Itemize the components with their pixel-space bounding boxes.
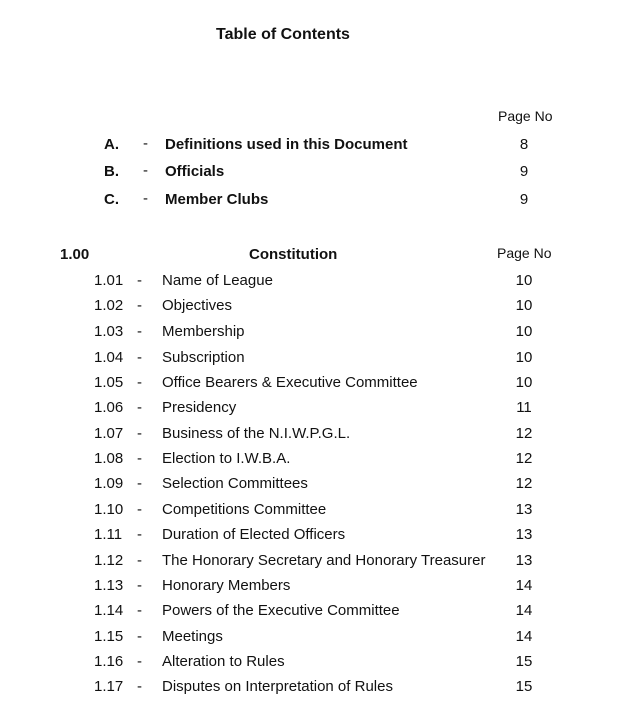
row-dash: - bbox=[137, 501, 142, 518]
row-number: 1.16 bbox=[94, 653, 124, 670]
row-dash: - bbox=[137, 552, 142, 569]
row-page: 10 bbox=[515, 323, 533, 340]
row-number: 1.03 bbox=[94, 323, 124, 340]
section-dash: - bbox=[143, 162, 148, 179]
section-label: Officials bbox=[165, 163, 225, 180]
row-label: Name of League bbox=[162, 272, 273, 289]
row-label: Alteration to Rules bbox=[162, 653, 285, 670]
section-dash: - bbox=[143, 135, 148, 152]
row-label: Election to I.W.B.A. bbox=[162, 450, 291, 467]
row-dash: - bbox=[137, 678, 142, 695]
section-page: 9 bbox=[519, 163, 529, 180]
row-number: 1.04 bbox=[94, 349, 124, 366]
row-page: 12 bbox=[515, 475, 533, 492]
row-page: 14 bbox=[515, 602, 533, 619]
row-dash: - bbox=[137, 297, 142, 314]
row-label: Objectives bbox=[162, 297, 233, 314]
row-number: 1.07 bbox=[94, 425, 124, 442]
section-letter: C. bbox=[104, 191, 119, 208]
row-number: 1.17 bbox=[94, 678, 124, 695]
row-page: 10 bbox=[515, 349, 533, 366]
row-dash: - bbox=[137, 374, 142, 391]
row-number: 1.15 bbox=[94, 628, 124, 645]
row-page: 10 bbox=[515, 272, 533, 289]
section-label: Definitions used in this Document bbox=[165, 136, 408, 153]
row-label: Competitions Committee bbox=[162, 501, 327, 518]
row-dash: - bbox=[137, 425, 142, 442]
row-page: 13 bbox=[515, 501, 533, 518]
section-letter: B. bbox=[104, 163, 119, 180]
row-page: 11 bbox=[516, 399, 532, 416]
section-page: 9 bbox=[519, 191, 529, 208]
page-no-header: Page No bbox=[498, 108, 553, 124]
row-label: Honorary Members bbox=[162, 577, 291, 594]
section-label: Member Clubs bbox=[165, 191, 269, 208]
row-dash: - bbox=[137, 653, 142, 670]
row-dash: - bbox=[137, 526, 142, 543]
row-page: 14 bbox=[515, 628, 533, 645]
row-dash: - bbox=[137, 272, 142, 289]
row-label: Membership bbox=[162, 323, 245, 340]
row-label: Subscription bbox=[162, 349, 245, 366]
row-dash: - bbox=[137, 349, 142, 366]
row-page: 13 bbox=[515, 526, 533, 543]
row-number: 1.09 bbox=[94, 475, 124, 492]
page-title: Table of Contents bbox=[216, 26, 350, 43]
row-page: 10 bbox=[515, 374, 533, 391]
row-number: 1.13 bbox=[94, 577, 124, 594]
constitution-number: 1.00 bbox=[60, 246, 90, 263]
row-number: 1.08 bbox=[94, 450, 124, 467]
row-label: Meetings bbox=[162, 628, 223, 645]
row-page: 12 bbox=[515, 450, 533, 467]
row-dash: - bbox=[137, 323, 142, 340]
row-number: 1.06 bbox=[94, 399, 124, 416]
row-page: 10 bbox=[515, 297, 533, 314]
row-number: 1.01 bbox=[94, 272, 124, 289]
row-number: 1.11 bbox=[94, 526, 123, 543]
row-dash: - bbox=[137, 475, 142, 492]
row-dash: - bbox=[137, 577, 142, 594]
row-label: Powers of the Executive Committee bbox=[162, 602, 400, 619]
row-page: 13 bbox=[515, 552, 533, 569]
row-label: Disputes on Interpretation of Rules bbox=[162, 678, 393, 695]
row-label: Presidency bbox=[162, 399, 237, 416]
section-page: 8 bbox=[519, 136, 529, 153]
row-number: 1.12 bbox=[94, 552, 124, 569]
constitution-title: Constitution bbox=[249, 246, 338, 263]
row-number: 1.10 bbox=[94, 501, 124, 518]
row-label: Business of the N.I.W.P.G.L. bbox=[162, 425, 351, 442]
row-page: 14 bbox=[515, 577, 533, 594]
row-label: Office Bearers & Executive Committee bbox=[162, 374, 418, 391]
row-dash: - bbox=[137, 628, 142, 645]
row-page: 12 bbox=[515, 425, 533, 442]
row-label: Duration of Elected Officers bbox=[162, 526, 346, 543]
row-number: 1.02 bbox=[94, 297, 124, 314]
row-page: 15 bbox=[515, 653, 533, 670]
row-dash: - bbox=[137, 399, 142, 416]
section-letter: A. bbox=[104, 136, 119, 153]
row-page: 15 bbox=[515, 678, 533, 695]
row-dash: - bbox=[137, 602, 142, 619]
row-label: The Honorary Secretary and Honorary Treasurer bbox=[162, 552, 486, 569]
row-dash: - bbox=[137, 450, 142, 467]
row-number: 1.05 bbox=[94, 374, 124, 391]
row-label: Selection Committees bbox=[162, 475, 308, 492]
row-number: 1.14 bbox=[94, 602, 124, 619]
constitution-page-no-header: Page No bbox=[497, 245, 552, 261]
section-dash: - bbox=[143, 190, 148, 207]
